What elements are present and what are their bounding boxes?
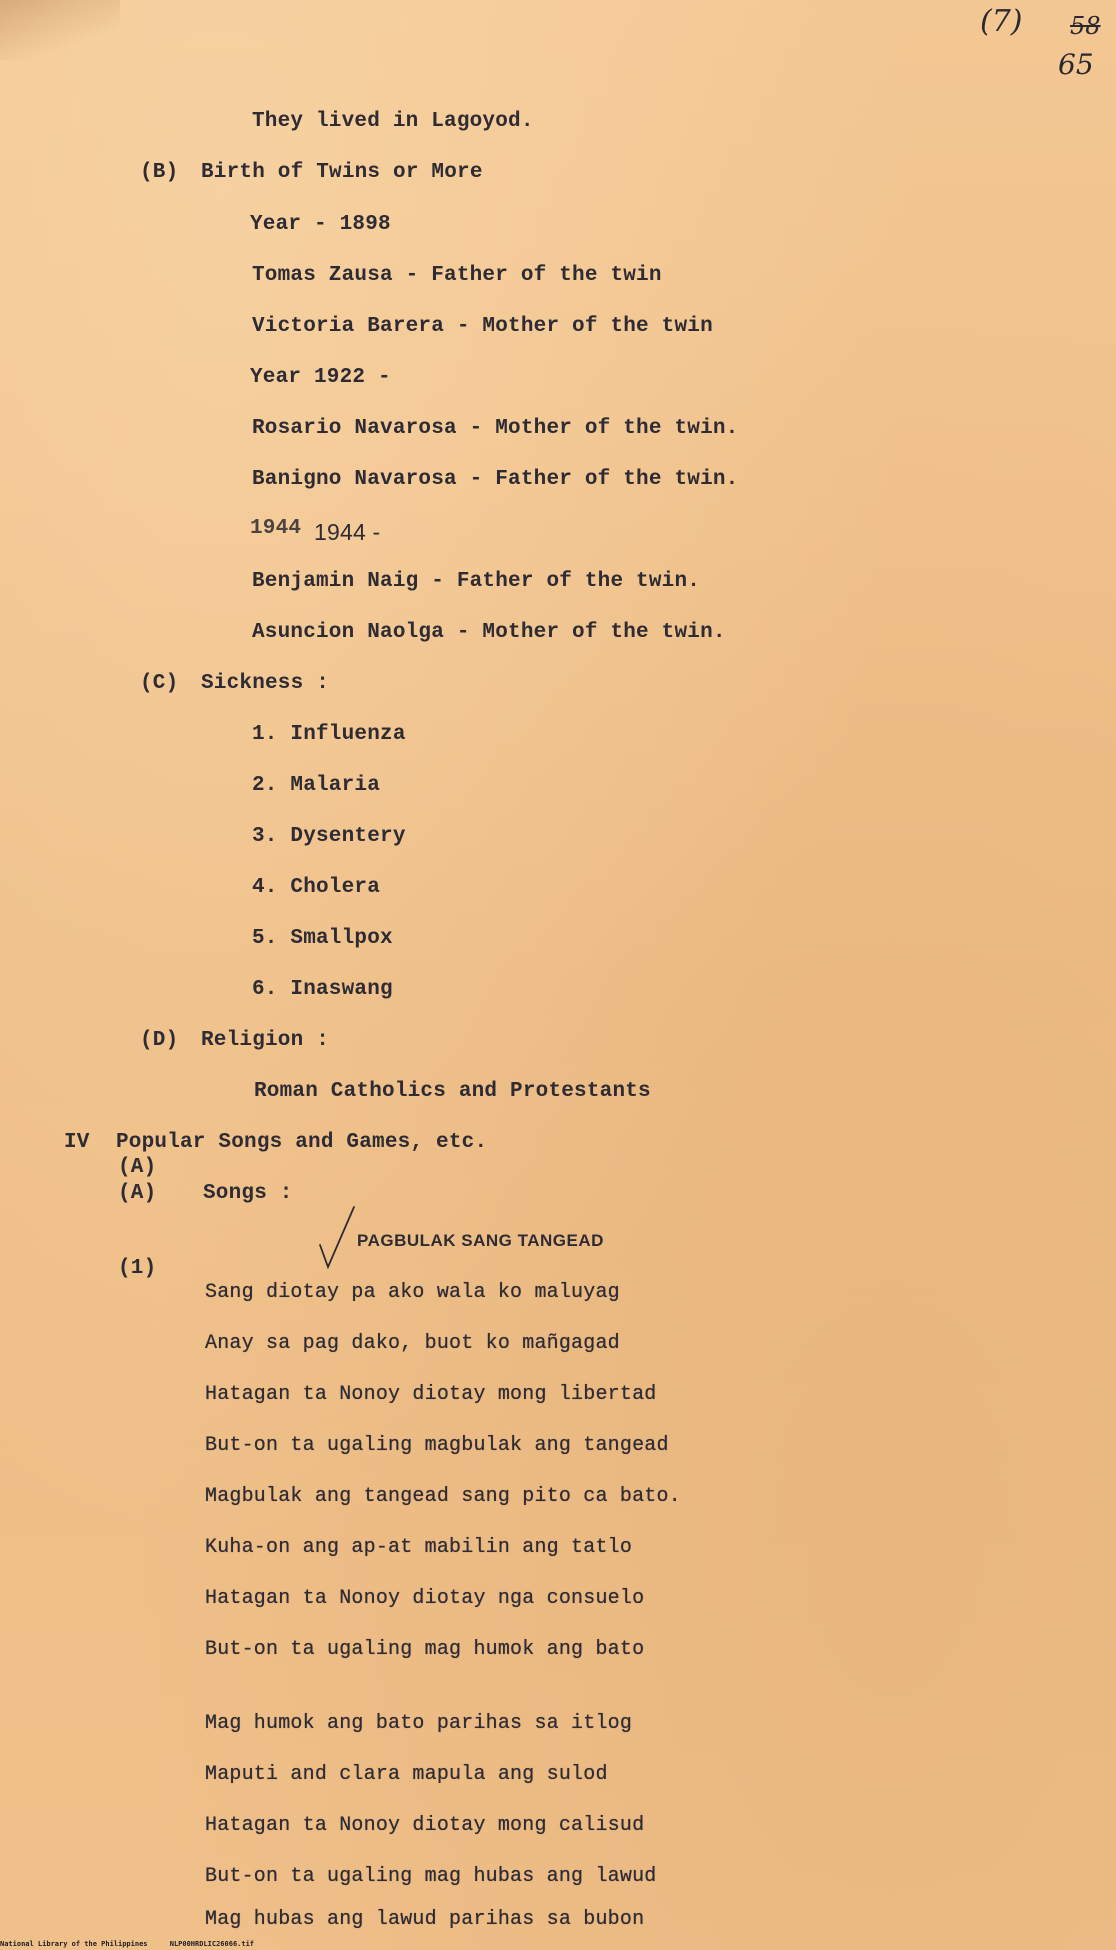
check-mark-icon <box>318 1205 358 1275</box>
scan-footer <box>0 1940 272 1948</box>
song-line: Mag hubas ang lawud parihas sa bubon <box>205 1908 645 1931</box>
song-line: But-on ta ugaling mag hubas ang lawud <box>205 1865 657 1888</box>
page-number-handwritten: (7) <box>980 4 1023 39</box>
sickness-item: 5. Smallpox <box>252 927 393 950</box>
song-line: Maputi and clara mapula ang sulod <box>205 1763 608 1786</box>
twins-line: Benjamin Naig - Father of the twin. <box>252 570 701 593</box>
song-line: Hatagan ta Nonoy diotay nga consuelo <box>205 1587 645 1610</box>
twins-line: Year - 1898 <box>250 213 391 236</box>
twins-line: Rosario Navarosa - Mother of the twin. <box>252 417 739 440</box>
song-line: Hatagan ta Nonoy diotay mong libertad <box>205 1383 657 1406</box>
section-iv-title: Popular Songs and Games, etc. <box>116 1131 488 1154</box>
old-page-number-struck <box>1070 12 1101 40</box>
library-name: National Library of the Philippines <box>0 1940 148 1948</box>
sickness-item: 3. Dysentery <box>252 825 406 848</box>
song-line: Sang diotay pa ako wala ko maluyag <box>205 1281 620 1304</box>
twins-line: Victoria Barera - Mother of the twin <box>252 315 713 338</box>
old-page-number: 58 <box>1070 12 1101 40</box>
song-line: Magbulak ang tangead sang pito ca bato. <box>205 1485 681 1508</box>
sickness-heading-label: (C) <box>140 672 179 695</box>
songs-heading: Songs : <box>203 1182 293 1205</box>
song-number: (1) <box>118 1257 157 1280</box>
songs-label: (A) <box>118 1182 157 1205</box>
paper-fold-shadow <box>0 0 120 60</box>
residence-line: They lived in Lagoyod. <box>252 110 534 133</box>
religion-heading-label: (D) <box>140 1029 179 1052</box>
song-title: PAGBULAK SANG TANGEAD <box>357 1231 604 1250</box>
file-id: NLP00HRDLIC26066.tif <box>169 1940 255 1948</box>
twins-line: Asuncion Naolga - Mother of the twin. <box>252 621 726 644</box>
song-line: Hatagan ta Nonoy diotay mong calisud <box>205 1814 645 1837</box>
twins-heading: Birth of Twins or More <box>201 161 483 184</box>
twins-line: Banigno Navarosa - Father of the twin. <box>252 468 739 491</box>
year-1944: 1944 - <box>314 519 381 545</box>
struck-year: 1944 <box>250 517 302 540</box>
twins-line: Tomas Zausa - Father of the twin <box>252 264 662 287</box>
song-line: But-on ta ugaling magbulak ang tangead <box>205 1434 669 1457</box>
song-line: Mag humok ang bato parihas sa itlog <box>205 1712 633 1735</box>
sickness-item: 2. Malaria <box>252 774 381 797</box>
song-line: Anay sa pag dako, buot ko mañgagad <box>205 1332 620 1355</box>
overstrike-label: (A) <box>118 1156 157 1179</box>
section-iv-numeral: IV <box>64 1131 90 1154</box>
song-line: Kuha-on ang ap-at mabilin ang tatlo <box>205 1536 633 1559</box>
sickness-heading: Sickness : <box>201 672 330 695</box>
twins-heading-label: (B) <box>140 161 179 184</box>
religion-value: Roman Catholics and Protestants <box>254 1080 651 1103</box>
new-page-number: 65 <box>1058 48 1094 81</box>
sickness-item: 6. Inaswang <box>252 978 393 1001</box>
sickness-item: 1. Influenza <box>252 723 406 746</box>
religion-heading: Religion : <box>201 1029 330 1052</box>
twins-line: Year 1922 - <box>250 366 391 389</box>
sickness-item: 4. Cholera <box>252 876 381 899</box>
song-line: But-on ta ugaling mag humok ang bato <box>205 1638 645 1661</box>
